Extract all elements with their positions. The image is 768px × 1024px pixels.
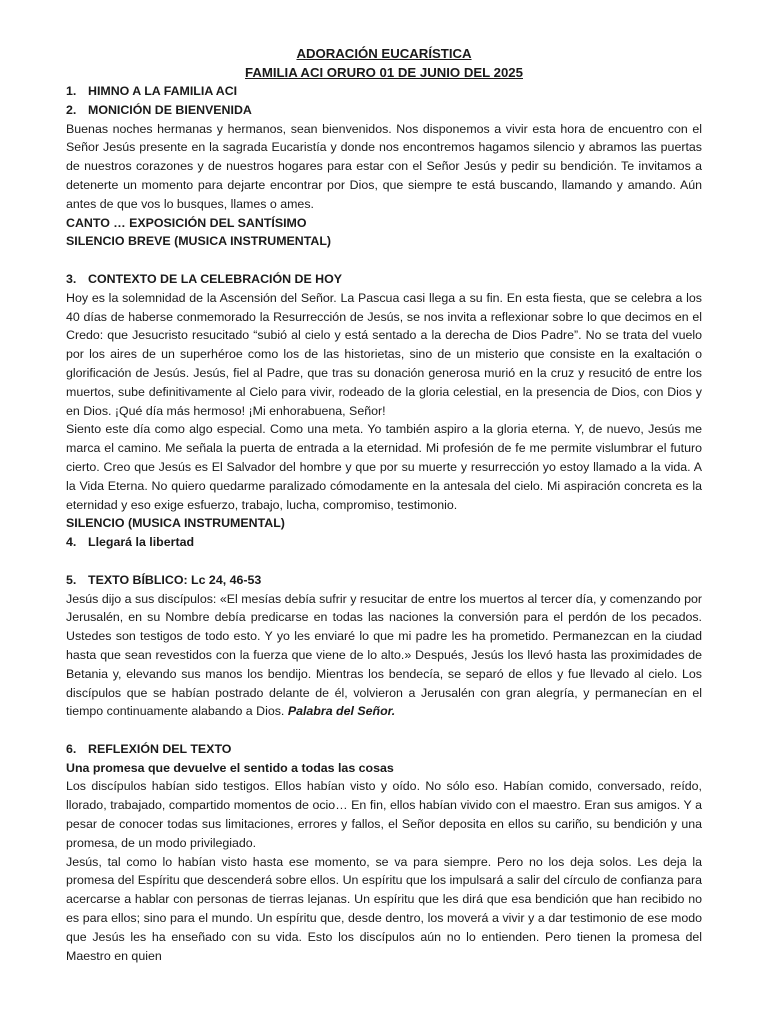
section-3-paragraph-1: Hoy es la solemnidad de la Ascensión del Señor. La Pascua casi llega a su fin. En esta fiesta, que se celebra a los 40 días de haberse conmemorado la Resurrección de Jesús, se nos invita a reflexionar sobre lo que decimos en el Credo: que Jesucristo resucitado “subió al cielo y está sentado a la derecha de Dios Padre”. No se trata del vuelo por los aires de un superhéroe como los de las historietas, sino de un misterio que consiste en la exaltación o glorificación de Jesús. Jesús, fiel al Padre, que tras su donación generosa murió en la cruz y resucitó de entre los muertos, sube definitivamente al Cielo para vivir, rodeado de la gloria celestial, en la presencia de Dios, con Dios y en Dios. ¡Qué día más hermoso! ¡Mi enhorabuena, Señor! [66,290,702,418]
silence-line-1: SILENCIO BREVE (MUSICA INSTRUMENTAL) [66,234,332,249]
section-4-heading: 4. Llegará la libertad [66,535,195,550]
section-6-paragraph-2: Jesús, tal como lo habían visto hasta ese momento, se va para siempre. Pero no los deja solos. Les deja la promesa del Espíritu que descenderá sobre ellos. Un espíritu que los impulsará a salir del círculo de confianza para acercarse a hablar con personas de tierras lejanas. Un espíritu que les dirá que esa bendición que han recibido no es para ellos; sino para el mundo. Un espíritu que, desde dentro, los moverá a vivir y a dar testimonio de ese modo que Jesús les ha enseñado con su vida. Esto los discípulos aún no lo entienden. Pero tienen la promesa del Maestro en quien [66,854,702,963]
blank-line [66,251,702,270]
silence-line-2: SILENCIO (MUSICA INSTRUMENTAL) [66,516,285,531]
section-3-heading: 3. CONTEXTO DE LA CELEBRACIÓN DE HOY [66,271,343,286]
section-5-heading: 5. TEXTO BÍBLICO: Lc 24, 46-53 [66,572,262,587]
closing-acclamation: Palabra del Señor. [287,704,396,719]
document-subtitle: FAMILIA ACI ORURO 01 DE JUNIO DEL 2025 [245,65,523,80]
blank-line [66,721,702,740]
canto-line: CANTO … EXPOSICIÓN DEL SANTÍSIMO [66,215,307,230]
section-2-heading: 2. MONICIÓN DE BIENVENIDA [66,102,252,117]
blank-line [66,552,702,571]
section-3-paragraph-2: Siento este día como algo especial. Como una meta. Yo también aspiro a la gloria eterna. Y, de nuevo, Jesús me marca el camino. Me señala la puerta de entrada a la eternidad. Mi profesión de fe me permite vislumbrar el futuro cierto. Creo que Jesús es El Salvador del hombre y que por su muerte y resurrección yo estoy llamado a la vida. A la Vida Eterna. No quiero quedarme paralizado cómodamente en la antesala del cielo. Mi aspiración concreta es la eternidad y eso exige esfuerzo, trabajo, lucha, compromiso, testimonio. [66,422,702,512]
section-2-paragraph: Buenas noches hermanas y hermanos, sean bienvenidos. Nos disponemos a vivir esta hora de encuentro con el Señor Jesús presente en la sagrada Eucaristía y donde nos encontremos hagamos silencio y abramos las puertas de nuestros corazones y de nuestros hogares para estar con el Señor Jesús y pedir su bendición. Te invitamos a detenerte un momento para dejarte encontrar por Dios, que siempre te está buscando, llamando y amando. Aún antes de que vos lo busques, llames o ames. [66,121,702,211]
document-title: ADORACIÓN EUCARÍSTICA [296,46,472,61]
section-6-heading: 6. REFLEXIÓN DEL TEXTO [66,741,232,756]
section-1-heading: 1. HIMNO A LA FAMILIA ACI [66,84,238,98]
section-6-paragraph-1: Los discípulos habían sido testigos. Ellos habían visto y oído. No sólo eso. Habían comido, conversado, reído, llorado, trabajado, compartido momentos de ocio… En fin, ellos habían vivido con el maestro. Eran sus amigos. Y a pesar de conocer todas sus limitaciones, errores y fallos, el Señor deposita en ellos su cariño, su bendición y una promesa, de un modo privilegiado. [66,779,702,850]
section-5-paragraph: Jesús dijo a sus discípulos: «El mesías debía sufrir y resucitar de entre los muertos al tercer día, y comenzando por Jerusalén, en su Nombre debía predicarse en todas las naciones la conversión para el perdón de los pecados. Ustedes son testigos de todo esto. Y yo les enviaré lo que mi padre les ha prometido. Permanezcan en la ciudad hasta que sean revestidos con la fuerza que viene de lo alto.» Después, Jesús los llevó hasta las proximidades de Betania y, elevando sus manos los bendijo. Mientras los bendecía, se separó de ellos y fue llevado al cielo. Los discípulos que se habían postrado delante de él, volvieron a Jerusalén con gran alegría, y permanecían en el tiempo continuamente alabando a Dios. Palabra del Señor. [66,591,702,719]
section-6-subtitle: Una promesa que devuelve el sentido a todas las cosas [66,760,394,775]
